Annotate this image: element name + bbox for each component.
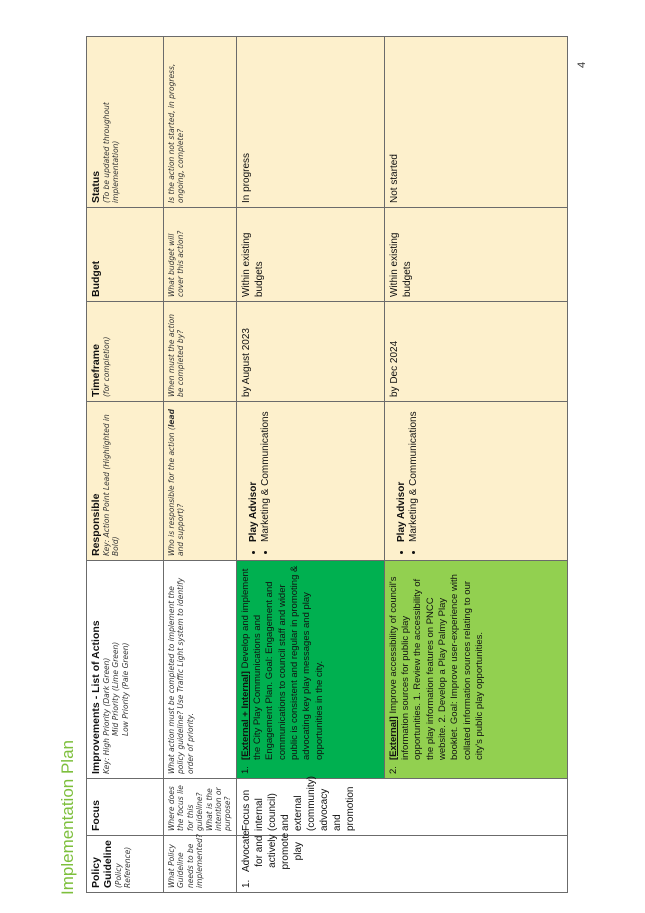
guideline-number: 1. — [240, 879, 252, 888]
guideline-cell — [236, 830, 567, 893]
header-policy-guideline: Policy Guideline (Policy Reference) — [87, 836, 164, 893]
desc-responsible: Who is responsible for the action (lead and support)? — [164, 402, 237, 561]
desc-actions: What action must be completed to implement the policy guideline? Use Traffic Light system to identify order of priority. — [164, 561, 237, 779]
action-cell-1 — [236, 561, 384, 779]
desc-policy-guideline: What Policy Guideline needs to be implemented? — [164, 836, 237, 893]
page-number: 4 — [576, 61, 588, 68]
table-row — [236, 37, 384, 893]
page-heading: Implementation Plan — [58, 740, 77, 895]
desc-focus: Where does the focus lie for this guideline? What is the intention or purpose? — [164, 779, 237, 836]
action-number: 2. — [387, 766, 399, 774]
desc-status: Is the action not started, in progress, ongoing, complete? — [164, 37, 237, 208]
action-text: Improve accessibility of council's information sources for public play opportunities. 1. Review the accessibility of the play information features on PNCC website. 2. Develop a Play Palmy Play booklet. Goal: Improve user-experience with collated information sources relating to our city's public play opportunities. — [387, 574, 486, 760]
responsible-cell — [384, 402, 567, 561]
header-focus: Focus — [87, 779, 164, 836]
status-cell: Not started — [384, 37, 567, 208]
action-text: Develop and implement the City Play Communications and Engagement Plan. Goal: Engagement and communications to council staff and wider public is consistent and regular in promoting & advocating key play messages and play opportunities in the city. — [239, 565, 325, 760]
budget-cell: Within existing budgets — [236, 208, 384, 302]
header-actions: Improvements - List of Actions Key: High Priority (Dark Green) Mid Priority (Lime Green) Low Priority (Pale Green) — [87, 561, 164, 779]
header-budget: Budget — [87, 208, 164, 302]
table-row — [384, 37, 567, 893]
responsible-lead: • Play Advisor — [248, 406, 261, 542]
budget-cell: Within existing budgets — [384, 208, 567, 302]
desc-timeframe: When must the action be completed by? — [164, 302, 237, 402]
header-timeframe: Timeframe (for completion) — [87, 302, 164, 402]
desc-budget: What budget will cover this action? — [164, 208, 237, 302]
timeframe-cell: by Dec 2024 — [384, 302, 567, 402]
description-row — [164, 37, 237, 893]
header-status: Status (To be updated throughout implementation) — [87, 37, 164, 208]
responsible-support: • Marketing & Communications — [260, 406, 273, 542]
implementation-table — [86, 36, 568, 893]
status-cell: In progress — [236, 37, 384, 208]
action-tag: [External] — [387, 716, 399, 760]
guideline-text: Advocate for and actively promote play — [240, 830, 304, 872]
responsible-support: • Marketing & Communications — [408, 406, 421, 542]
action-number: 1. — [239, 766, 251, 774]
action-tag: [External + Internal] — [239, 671, 251, 760]
header-responsible: Responsible Key: Action Point Lead (Highlighted in Bold) — [87, 402, 164, 561]
header-row — [87, 37, 164, 893]
action-cell-2 — [384, 561, 567, 779]
responsible-lead: • Play Advisor — [396, 406, 409, 542]
focus-cell: Focus on internal (council) and external (community) advocacy and promotion — [236, 779, 567, 836]
timeframe-cell: by August 2023 — [236, 302, 384, 402]
responsible-cell — [236, 402, 384, 561]
